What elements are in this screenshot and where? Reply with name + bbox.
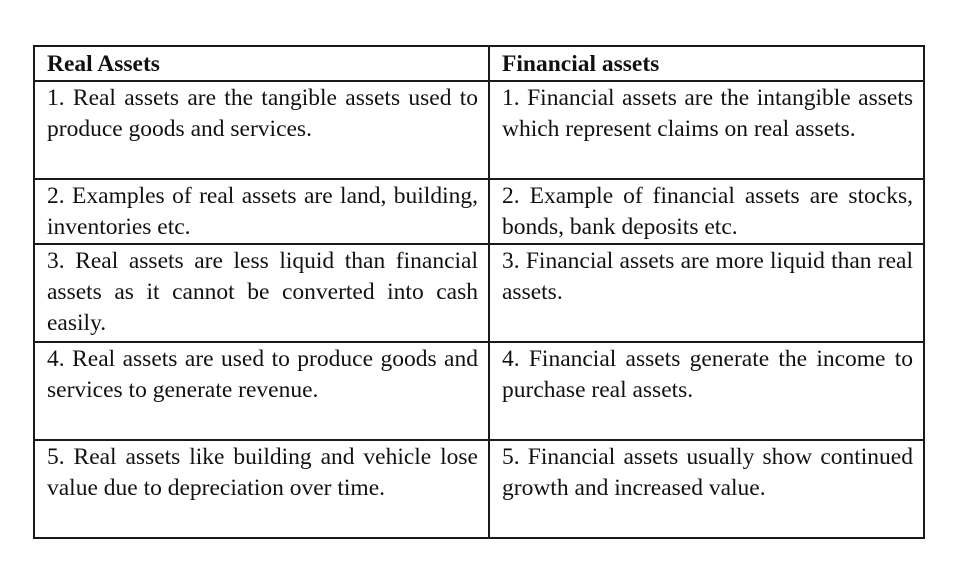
real-assets-cell: 2. Examples of real assets are land, building, inventories etc.: [34, 179, 489, 244]
header-financial-assets: Financial assets: [489, 46, 924, 81]
table-row: [34, 179, 924, 244]
financial-assets-cell: 1. Financial assets are the intangible assets which represent claims on real assets.: [489, 81, 924, 179]
real-assets-cell: 3. Real assets are less liquid than financial assets as it cannot be converted into cash easily.: [34, 244, 489, 342]
financial-assets-cell: 5. Financial assets usually show continued growth and increased value.: [489, 440, 924, 538]
header-real-assets: Real Assets: [34, 46, 489, 81]
financial-assets-cell: 3. Financial assets are more liquid than real assets.: [489, 244, 924, 342]
real-assets-cell: 5. Real assets like building and vehicle lose value due to depreciation over time.: [34, 440, 489, 538]
financial-assets-cell: 4. Financial assets generate the income to purchase real assets.: [489, 342, 924, 440]
real-assets-cell: 4. Real assets are used to produce goods and services to generate revenue.: [34, 342, 489, 440]
header-row: [34, 46, 924, 81]
real-assets-cell: 1. Real assets are the tangible assets used to produce goods and services.: [34, 81, 489, 179]
table-row: [34, 440, 924, 538]
table-row: [34, 244, 924, 342]
comparison-table: [33, 45, 925, 539]
table-row: [34, 342, 924, 440]
table-row: [34, 81, 924, 179]
financial-assets-cell: 2. Example of financial assets are stocks, bonds, bank deposits etc.: [489, 179, 924, 244]
